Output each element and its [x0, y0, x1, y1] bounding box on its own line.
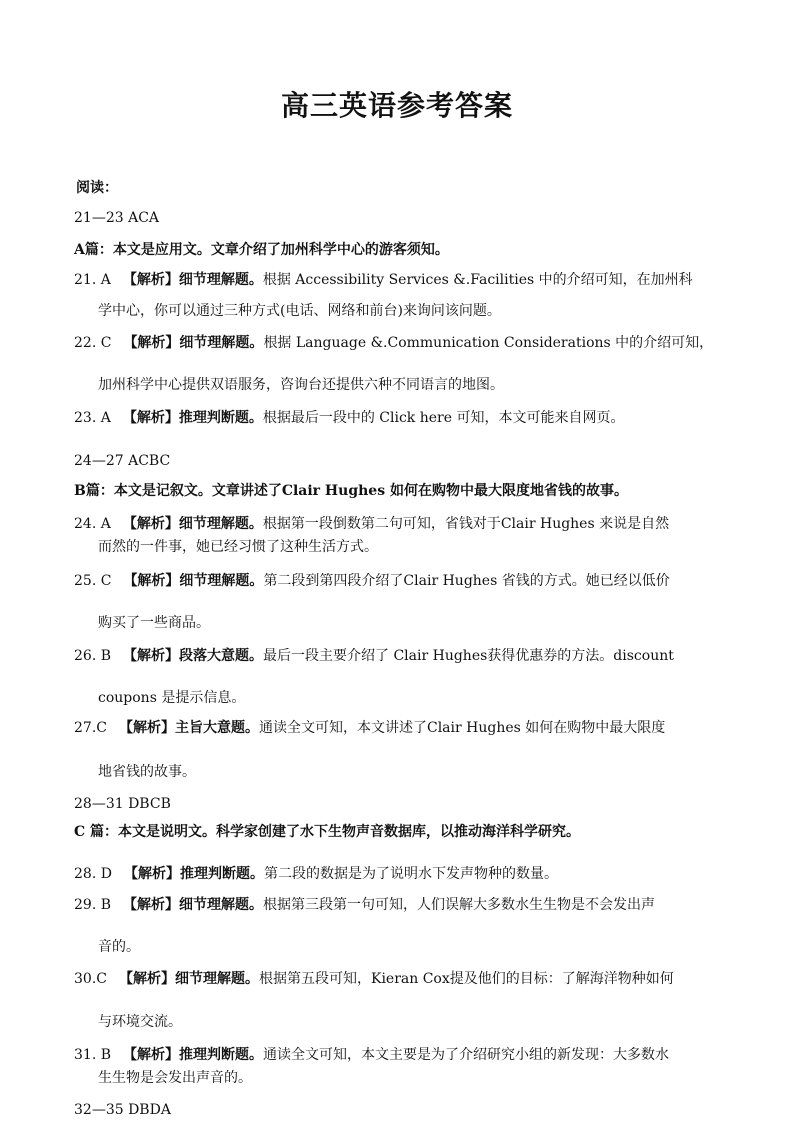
- answer-range: 21—23 ACA: [74, 210, 160, 226]
- answer-item: [74, 896, 655, 914]
- answer-item: [74, 865, 558, 883]
- question-type: 【解析】主旨大意题。: [118, 720, 259, 736]
- question-type: 【解析】推理判断题。: [122, 410, 263, 426]
- question-number: 24. A: [74, 516, 111, 532]
- question-type: 【解析】细节理解题。: [123, 897, 264, 913]
- answer-range: 32—35 DBDA: [74, 1102, 171, 1118]
- explanation-continuation: coupons 是提示信息。: [98, 690, 246, 706]
- explanation-text: 通读全文可知，本文主要是为了介绍研究小组的新发现：大多数水: [263, 1047, 670, 1063]
- passage-summary: B篇：本文是记叙文。文章讲述了Clair Hughes 如何在购物中最大限度地省钱的故事。: [74, 483, 628, 499]
- question-number: 31. B: [74, 1047, 112, 1063]
- explanation-text: 最后一段主要介绍了 Clair Hughes获得优惠券的方法。discount: [263, 648, 674, 664]
- question-type: 【解析】细节理解题。: [123, 573, 264, 589]
- explanation-text: 根据第一段倒数第二句可知，省钱对于Clair Hughes 来说是自然: [262, 516, 670, 532]
- question-number: 21. A: [74, 272, 111, 288]
- question-type: 【解析】细节理解题。: [123, 335, 264, 351]
- question-type: 【解析】推理判断题。: [123, 1047, 264, 1063]
- explanation-text: 根据第三段第一句可知，人们误解大多数水生生物是不会发出声: [263, 897, 656, 913]
- question-number: 26. B: [74, 648, 112, 664]
- explanation-continuation: 加州科学中心提供双语服务，咨询台还提供六种不同语言的地图。: [98, 377, 504, 393]
- answer-item: [74, 572, 670, 590]
- explanation-continuation: 与环境交流。: [98, 1014, 182, 1030]
- question-type: 【解析】段落大意题。: [123, 648, 264, 664]
- explanation-continuation: 购买了一些商品。: [98, 615, 210, 631]
- question-number: 29. B: [74, 897, 112, 913]
- section-label: 阅读：: [76, 180, 118, 196]
- question-type: 【解析】细节理解题。: [118, 971, 259, 987]
- question-number: 28. D: [74, 866, 112, 882]
- answer-item: [74, 271, 693, 289]
- answer-item: [74, 334, 713, 352]
- question-number: 27.C: [74, 720, 107, 736]
- explanation-text: 根据第五段可知，Kieran Cox提及他们的目标：了解海洋物种如何: [258, 971, 674, 987]
- explanation-text: 根据 Accessibility Services &.Facilities 中的介绍可知，在加州科: [262, 272, 693, 288]
- explanation-text: 第二段的数据是为了说明水下发声物种的数量。: [263, 866, 558, 882]
- question-number: 22. C: [74, 335, 112, 351]
- explanation-text: 根据最后一段中的 Click here 可知，本文可能来自网页。: [262, 410, 625, 426]
- explanation-text: 第二段到第四段介绍了Clair Hughes 省钱的方式。她已经以低价: [263, 573, 670, 589]
- answer-range: 24—27 ACBC: [74, 453, 171, 469]
- answer-item: [74, 1046, 669, 1064]
- question-type: 【解析】细节理解题。: [122, 272, 263, 288]
- question-type: 【解析】推理判断题。: [123, 866, 264, 882]
- answer-item: [74, 719, 665, 737]
- question-number: 25. C: [74, 573, 112, 589]
- explanation-text: 根据 Language &.Communication Considerations 中的介绍可知，: [263, 335, 714, 351]
- answer-item: [74, 409, 624, 427]
- answer-item: [74, 970, 674, 988]
- explanation-continuation: 地省钱的故事。: [98, 764, 196, 780]
- answer-range: 28—31 DBCB: [74, 796, 171, 812]
- answer-item: [74, 515, 669, 533]
- page-title: 高三英语参考答案: [280, 89, 513, 122]
- passage-summary: C 篇：本文是说明文。科学家创建了水下生物声音数据库，以推动海洋科学研究。: [74, 824, 581, 840]
- explanation-continuation: 生生物是会发出声音的。: [98, 1070, 252, 1086]
- explanation-text: 通读全文可知，本文讲述了Clair Hughes 如何在购物中最大限度: [258, 720, 666, 736]
- answer-item: [74, 647, 674, 665]
- question-number: 23. A: [74, 410, 111, 426]
- explanation-continuation: 而然的一件事，她已经习惯了这种生活方式。: [98, 539, 378, 555]
- explanation-continuation: 学中心，你可以通过三种方式(电话、网络和前台)来询问该问题。: [98, 303, 501, 319]
- explanation-continuation: 音的。: [98, 939, 140, 955]
- question-type: 【解析】细节理解题。: [122, 516, 263, 532]
- passage-summary: A篇：本文是应用文。文章介绍了加州科学中心的游客须知。: [74, 242, 449, 258]
- question-number: 30.C: [74, 971, 107, 987]
